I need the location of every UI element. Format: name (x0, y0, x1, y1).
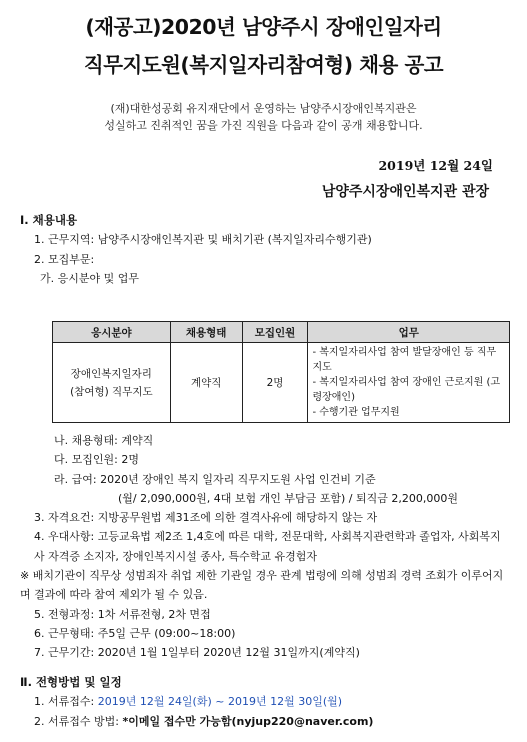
section2-item2 (0, 712, 527, 731)
section1-item1: 1. 근무지역: 남양주시장애인복지관 및 배치기관 (복지일자리수행기관) (34, 233, 372, 247)
section1-item2: 2. 모집부문: (34, 252, 95, 266)
duty-item: - 복지일자리사업 참여 발달장애인 등 직무 지도 (312, 347, 497, 373)
detail-work-type: 6. 근무형태: 주5일 근무 (09:00~18:00) (34, 626, 236, 640)
count-cell: 2명 (242, 343, 308, 423)
type-cell: 계약직 (170, 343, 242, 423)
details (0, 431, 527, 663)
issuer-name: 남양주시장애인복지관 관장 (321, 184, 489, 200)
title-line2: 직무지도원(복지일자리참여형) 채용 공고 (83, 53, 444, 77)
section2-item2-label: 2. 서류접수 방법: (34, 714, 123, 728)
duty-item: - 수행기관 업무지원 (312, 407, 400, 418)
intro-paragraph (0, 100, 527, 134)
detail-qualification: 3. 자격요건: 지방공무원법 제31조에 의한 결격사유에 해당하지 않는 자 (34, 511, 378, 525)
field-line1: 장애인복지일자리 (70, 367, 152, 380)
section2-heading: Ⅱ. 전형방법 및 일정 (20, 675, 122, 689)
section1-heading: Ⅰ. 채용내용 (20, 213, 78, 227)
detail-process: 5. 전형과정: 1차 서류전형, 2차 면접 (34, 607, 211, 621)
section1 (0, 211, 527, 288)
intro-line1: (재)대한성공회 유지재단에서 운영하는 남양주시장애인복지관은 (110, 102, 417, 115)
detail-period: 7. 근무기간: 2020년 1월 1일부터 2020년 12월 31일까지(계약직) (34, 646, 360, 660)
section2-item1-label: 1. 서류접수: (34, 695, 98, 709)
table-header: 모집인원 (242, 322, 308, 343)
detail-preference: 4. 우대사항: 고등교육법 제2조 1,4호에 따른 대학, 전문대학, 사회복지관련학과 졸업자, 사회복지사 자격증 소지자, 장애인복지시설 종사, 특수학교 유경험자 (34, 530, 501, 563)
detail-salary: 라. 급여: 2020년 장애인 복지 일자리 직무지도원 사업 인건비 기준 (54, 472, 376, 486)
section2-item1 (0, 692, 527, 711)
detail-note: ※ 배치기관이 직무상 성범죄자 취업 제한 기관일 경우 관계 법령에 의해 성범죄 경력 조회가 이루어지며 결과에 따라 참여 제외가 될 수 있음. (20, 569, 504, 602)
detail-type: 나. 채용형태: 계약직 (54, 434, 154, 447)
table-header: 채용형태 (170, 322, 242, 343)
jobs-table (52, 321, 510, 423)
announcement-date: 2019년 12월 24일 (378, 158, 493, 173)
table-header: 응시분야 (53, 322, 171, 343)
title-line1: (재공고)2020년 남양주시 장애인일자리 (85, 15, 442, 39)
detail-count: 다. 모집인원: 2명 (54, 453, 139, 467)
field-line2: (참여형) 직무지도 (70, 385, 153, 398)
section2 (0, 673, 527, 731)
table-header: 업무 (308, 322, 510, 343)
section1-item2a: 가. 응시분야 및 업무 (40, 271, 139, 285)
section2-item1-value: 2019년 12월 24일(화) ~ 2019년 12월 30일(월) (97, 695, 343, 709)
field-cell (53, 343, 171, 423)
detail-salary-cont: (월/ 2,090,000원, 4대 보험 개인 부담금 포함) / 퇴직금 2,200,000원 (118, 491, 458, 505)
intro-line2: 성실하고 진취적인 꿈을 가진 직원을 다음과 같이 공개 채용합니다. (104, 119, 423, 132)
table-row (53, 343, 510, 423)
table-header-row (53, 322, 510, 343)
duty-cell (308, 343, 510, 423)
section2-item2-value: *이메일 접수만 가능함(nyjup220@naver.com) (122, 714, 374, 728)
duty-item: - 복지일자리사업 참여 장애인 근로지원 (고령장애인) (312, 377, 501, 403)
